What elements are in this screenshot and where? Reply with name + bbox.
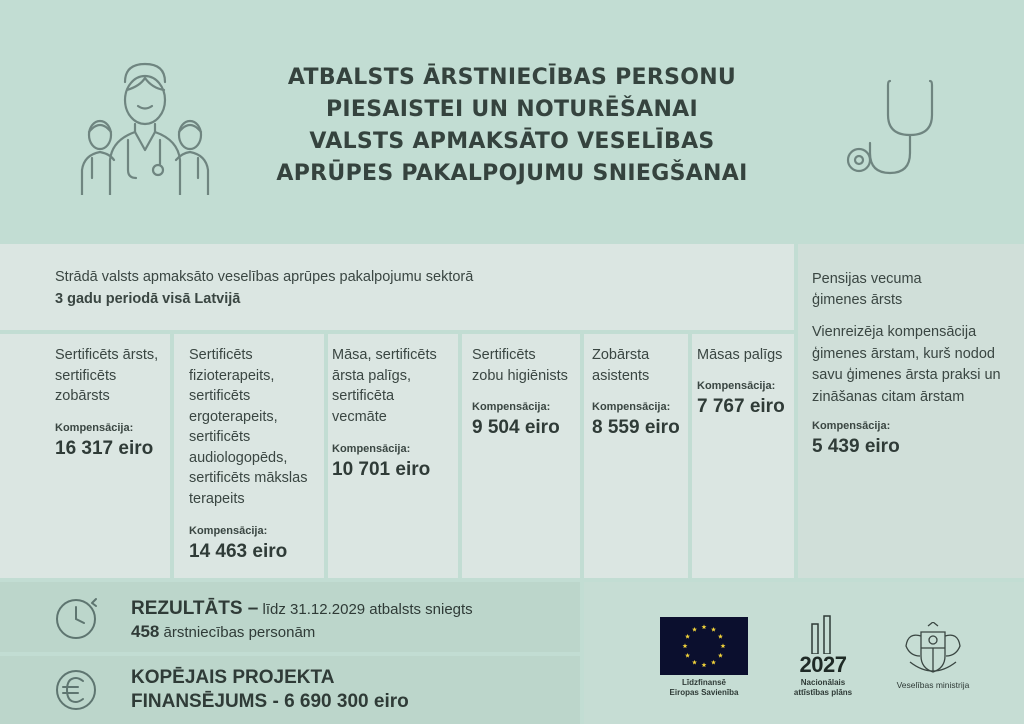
column-2-line: audiologopēds,: [189, 449, 288, 466]
intro-text: [55, 266, 473, 310]
column-4-value: 9 504 eiro: [472, 417, 560, 438]
column-2-value: 14 463 eiro: [189, 541, 288, 562]
family-doctor-desc-line: ģimenes ārstam, kurš nodod: [812, 345, 995, 362]
column-6: [692, 334, 794, 578]
column-1-line: sertificēts: [55, 367, 117, 384]
column-6-line: Māsas palīgs: [697, 347, 783, 363]
column-5-comp-label: Kompensācija:: [592, 401, 671, 413]
column-2-line: sertificēts: [189, 388, 251, 404]
healthcare-workers-icon: [80, 60, 210, 195]
family-doctor-comp-label: Kompensācija:: [812, 420, 891, 432]
nap-caption: [779, 678, 867, 698]
family-doctor-desc-line: zināšanas citam ārstam: [812, 388, 965, 405]
column-6-value: 7 767 eiro: [697, 396, 785, 417]
title-line-3: VALSTS APMAKSĀTO VESELĪBAS: [309, 129, 715, 154]
financing-line-1: KOPĒJAIS PROJEKTA: [131, 667, 335, 688]
eu-caption: [654, 678, 754, 698]
column-3-line: vecmāte: [332, 408, 387, 425]
result-count: 458: [131, 622, 160, 641]
family-doctor-value: 5 439 eiro: [812, 436, 900, 457]
result-text: [131, 598, 473, 644]
financing-line-2: FINANSĒJUMS - 6 690 300 eiro: [131, 691, 409, 712]
nap-bars-logo: [810, 614, 836, 654]
eu-caption-line: Līdzfinansē: [681, 678, 726, 687]
title-line-2: PIESAISTEI UN NOTURĒŠANAI: [325, 97, 698, 122]
column-3-comp-label: Kompensācija:: [332, 443, 411, 455]
clock-icon: [52, 595, 100, 643]
title-line-1: ATBALSTS ĀRSTNIECĪBAS PERSONU: [287, 65, 737, 90]
page-title: [200, 62, 824, 190]
eu-flag-logo: [660, 617, 748, 675]
financing-text: [131, 666, 409, 714]
intro-line-1: Strādā valsts apmaksāto veselības aprūpes pakalpojumu sektorā: [55, 269, 474, 285]
column-1-line: zobārsts: [55, 388, 110, 404]
nap-caption-line: attīstības plāns: [793, 688, 853, 697]
coat-of-arms-logo: [900, 622, 966, 678]
family-doctor-desc-line: Vienreizēja kompensācija: [812, 324, 977, 340]
column-1-value: 16 317 eiro: [55, 438, 154, 459]
column-3-line: ārsta palīgs,: [332, 367, 411, 384]
column-2-line: sertificēts: [189, 429, 251, 445]
column-2-line: ergoterapeits,: [189, 408, 278, 425]
column-2-line: sertificēts mākslas: [189, 470, 308, 486]
column-2-line: Sertificēts: [189, 347, 253, 363]
column-6-description: [697, 345, 794, 366]
euro-icon: [52, 666, 100, 714]
title-line-4: APRŪPES PAKALPOJUMU SNIEGŠANAI: [276, 161, 748, 186]
stethoscope-icon: [840, 75, 950, 180]
ministry-caption: Veselības ministrija: [896, 680, 970, 690]
nap-number: 2027: [799, 652, 847, 677]
column-5-line: asistents: [592, 367, 650, 384]
column-3-description: [332, 345, 458, 427]
family-doctor-heading: [812, 269, 1022, 310]
column-3-line: Māsa, sertificēts: [332, 347, 437, 363]
eu-caption-line: Eiropas Savienība: [669, 688, 739, 697]
family-doctor-heading-line: Pensijas vecuma: [812, 271, 922, 287]
column-1-line: Sertificēts ārsts,: [55, 347, 159, 363]
column-5-value: 8 559 eiro: [592, 417, 680, 438]
column-4-line: zobu higiēnists: [472, 367, 568, 384]
column-4-line: Sertificēts: [472, 347, 536, 363]
family-doctor-description: [812, 322, 1022, 408]
column-5-line: Zobārsta: [592, 347, 650, 363]
family-doctor-heading-line: ģimenes ārsts: [812, 291, 903, 308]
family-doctor-desc-line: savu ģimenes ārsta praksi un: [812, 367, 1001, 383]
column-1-description: [55, 345, 170, 407]
column-1-comp-label: Kompensācija:: [55, 422, 134, 434]
result-heading: REZULTĀTS –: [131, 598, 259, 619]
column-2-line: terapeits: [189, 490, 245, 507]
column-3-line: sertificēta: [332, 388, 395, 404]
column-3-value: 10 701 eiro: [332, 459, 431, 480]
intro-line-2: 3 gadu periodā visā Latvijā: [55, 291, 241, 307]
column-4-comp-label: Kompensācija:: [472, 401, 551, 413]
column-5-description: [592, 345, 688, 386]
column-6-comp-label: Kompensācija:: [697, 380, 776, 392]
result-date-text: līdz 31.12.2029 atbalsts sniegts: [258, 601, 473, 618]
column-2-comp-label: Kompensācija:: [189, 525, 268, 537]
result-count-text: ārstniecības personām: [159, 624, 316, 641]
nap-caption-line: Nacionālais: [800, 678, 846, 687]
column-4-description: [472, 345, 580, 386]
column-2-line: fizioterapeits,: [189, 367, 275, 384]
column-2-description: [189, 345, 324, 509]
